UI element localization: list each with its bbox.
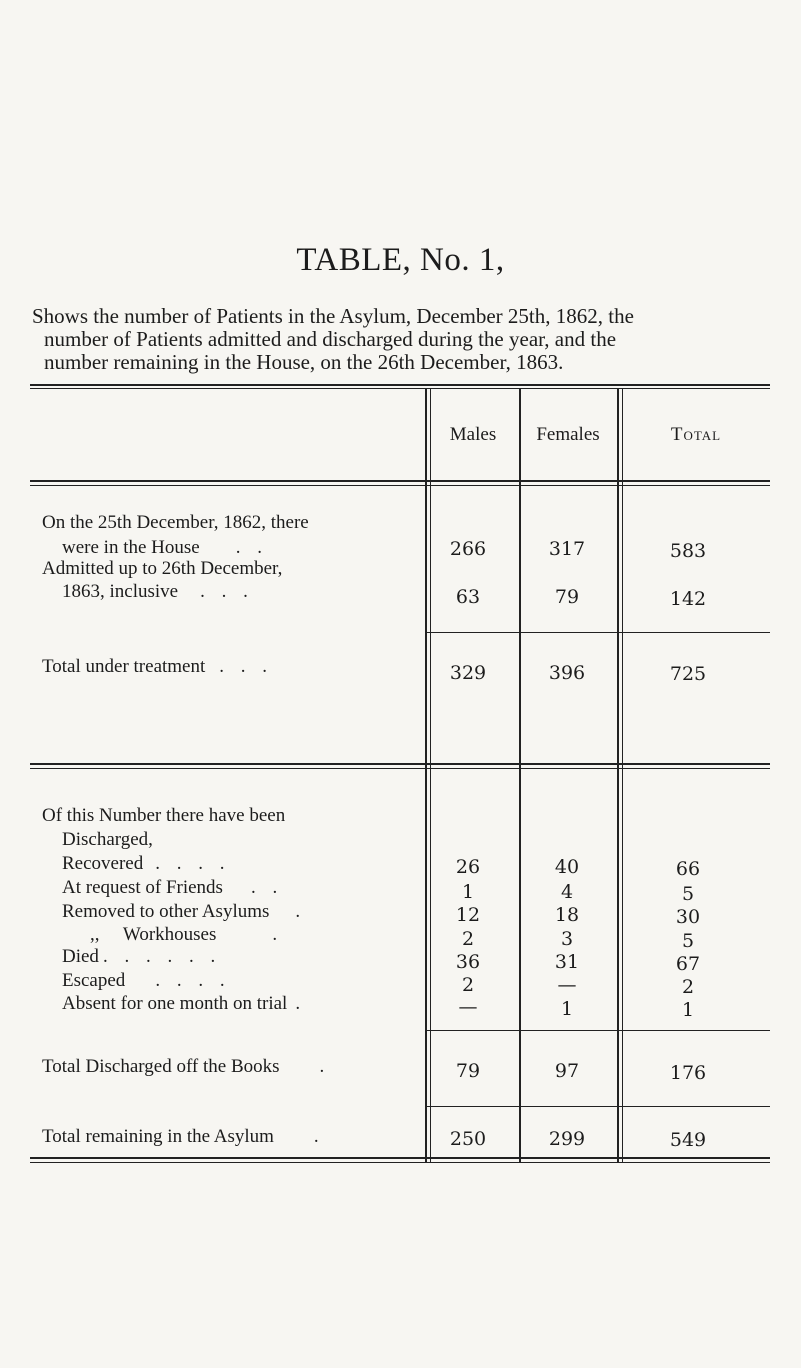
column-rule-males-2 <box>430 388 431 1162</box>
remaining-rule <box>425 1106 770 1107</box>
row-label-text: 1863, inclusive <box>62 581 179 602</box>
row-label-text: ,, Workhouses <box>90 924 217 945</box>
cell-females: 18 <box>554 904 580 926</box>
leader-dots: . <box>313 1126 325 1147</box>
discharged-total-rule <box>425 1030 770 1031</box>
intro-line: number remaining in the House, on the 26th December, 1863. <box>44 350 564 374</box>
row-label-text: Removed to other Asylums <box>62 901 270 922</box>
cell-total: 549 <box>669 1129 707 1151</box>
cell-males: 12 <box>455 904 481 926</box>
cell-females: 317 <box>548 538 586 560</box>
header-males: Males <box>449 424 497 445</box>
row-label <box>62 946 221 968</box>
table-top-rule-2 <box>30 388 770 389</box>
leader-dots: . . . <box>219 656 274 677</box>
leader-dots: . <box>319 1056 331 1077</box>
section-heading: Of this Number there have been <box>42 805 286 826</box>
cell-females: 299 <box>548 1128 586 1150</box>
cell-total: 725 <box>669 663 707 685</box>
column-rule-females <box>519 388 521 1162</box>
row-label: On the 25th December, 1862, there <box>42 512 309 533</box>
header-females: Females <box>536 424 600 445</box>
cell-males: 250 <box>449 1128 487 1150</box>
leader-dots: . . . . . . <box>102 946 222 967</box>
leader-dots: . . . . <box>155 853 231 874</box>
cell-total: 583 <box>669 540 707 562</box>
cell-males: 329 <box>449 662 487 684</box>
table-title: TABLE, No. 1, <box>296 242 505 278</box>
cell-total: 1 <box>681 999 695 1021</box>
cell-males: 36 <box>455 951 481 973</box>
header-total: Total <box>670 424 722 445</box>
row-label <box>62 970 231 992</box>
row-label-text: Recovered <box>62 853 144 874</box>
row-label-text: were in the House <box>62 537 200 558</box>
cell-total: 5 <box>681 883 695 905</box>
table-bottom-rule-2 <box>30 1162 770 1163</box>
column-rule-total-2 <box>622 388 623 1162</box>
section-heading: Discharged, <box>62 829 153 850</box>
cell-total: 30 <box>675 906 701 928</box>
leader-dots: . . <box>250 877 284 898</box>
cell-females: 1 <box>560 998 574 1020</box>
leader-dots: . <box>272 924 284 945</box>
cell-females: 396 <box>548 662 586 684</box>
leader-dots: . <box>295 901 307 922</box>
cell-males: — <box>458 996 478 1018</box>
column-rule-males <box>425 388 427 1162</box>
cell-males: 79 <box>455 1060 481 1082</box>
row-label <box>62 993 306 1015</box>
cell-females: 3 <box>560 928 574 950</box>
row-label-text: Total remaining in the Asylum <box>42 1126 274 1147</box>
cell-total: 67 <box>675 953 701 975</box>
section-divider-rule <box>30 763 770 765</box>
cell-females: 4 <box>560 881 574 903</box>
cell-females: — <box>557 974 577 996</box>
cell-males: 63 <box>455 586 481 608</box>
intro-paragraph <box>32 305 772 374</box>
row-label-text: At request of Friends <box>62 877 223 898</box>
cell-total: 2 <box>681 976 695 998</box>
row-label <box>90 924 283 946</box>
leader-dots: . . . . <box>155 970 231 991</box>
table-bottom-rule <box>30 1157 770 1159</box>
leader-dots: . . . <box>200 581 254 602</box>
cell-males: 2 <box>461 974 475 996</box>
intro-line: Shows the number of Patients in the Asylum, December 25th, 1862, the <box>32 304 634 328</box>
subtotal-rule <box>425 632 770 633</box>
cell-males: 2 <box>461 928 475 950</box>
column-rule-total <box>617 388 619 1162</box>
header-bottom-rule-2 <box>30 485 770 486</box>
section-divider-rule-2 <box>30 768 770 769</box>
row-label <box>42 1126 325 1148</box>
cell-total: 176 <box>669 1062 707 1084</box>
cell-females: 40 <box>554 856 580 878</box>
cell-females: 97 <box>554 1060 580 1082</box>
row-label-text: Total under treatment <box>42 656 206 677</box>
table-top-rule <box>30 384 770 386</box>
cell-total: 66 <box>675 858 701 880</box>
row-label <box>42 656 273 678</box>
cell-males: 26 <box>455 856 481 878</box>
row-label <box>42 1056 330 1078</box>
row-label-text: Escaped <box>62 970 126 991</box>
leader-dots: . <box>295 993 307 1014</box>
cell-males: 1 <box>461 881 475 903</box>
row-label <box>62 581 254 603</box>
row-label: Admitted up to 26th December, <box>42 558 283 579</box>
intro-line: number of Patients admitted and discharged during the year, and the <box>44 327 617 351</box>
row-label <box>62 901 306 923</box>
row-label-text: Total Discharged off the Books <box>42 1056 280 1077</box>
cell-females: 31 <box>554 951 580 973</box>
cell-total: 5 <box>681 930 695 952</box>
row-label-text: Absent for one month on trial <box>62 993 288 1014</box>
cell-males: 266 <box>449 538 487 560</box>
row-label <box>62 537 268 559</box>
header-bottom-rule <box>30 480 770 482</box>
row-label <box>62 853 230 875</box>
row-label-text: Died <box>62 946 99 967</box>
leader-dots: . . <box>235 537 268 558</box>
row-label <box>62 877 283 899</box>
cell-total: 142 <box>669 588 707 610</box>
cell-females: 79 <box>554 586 580 608</box>
